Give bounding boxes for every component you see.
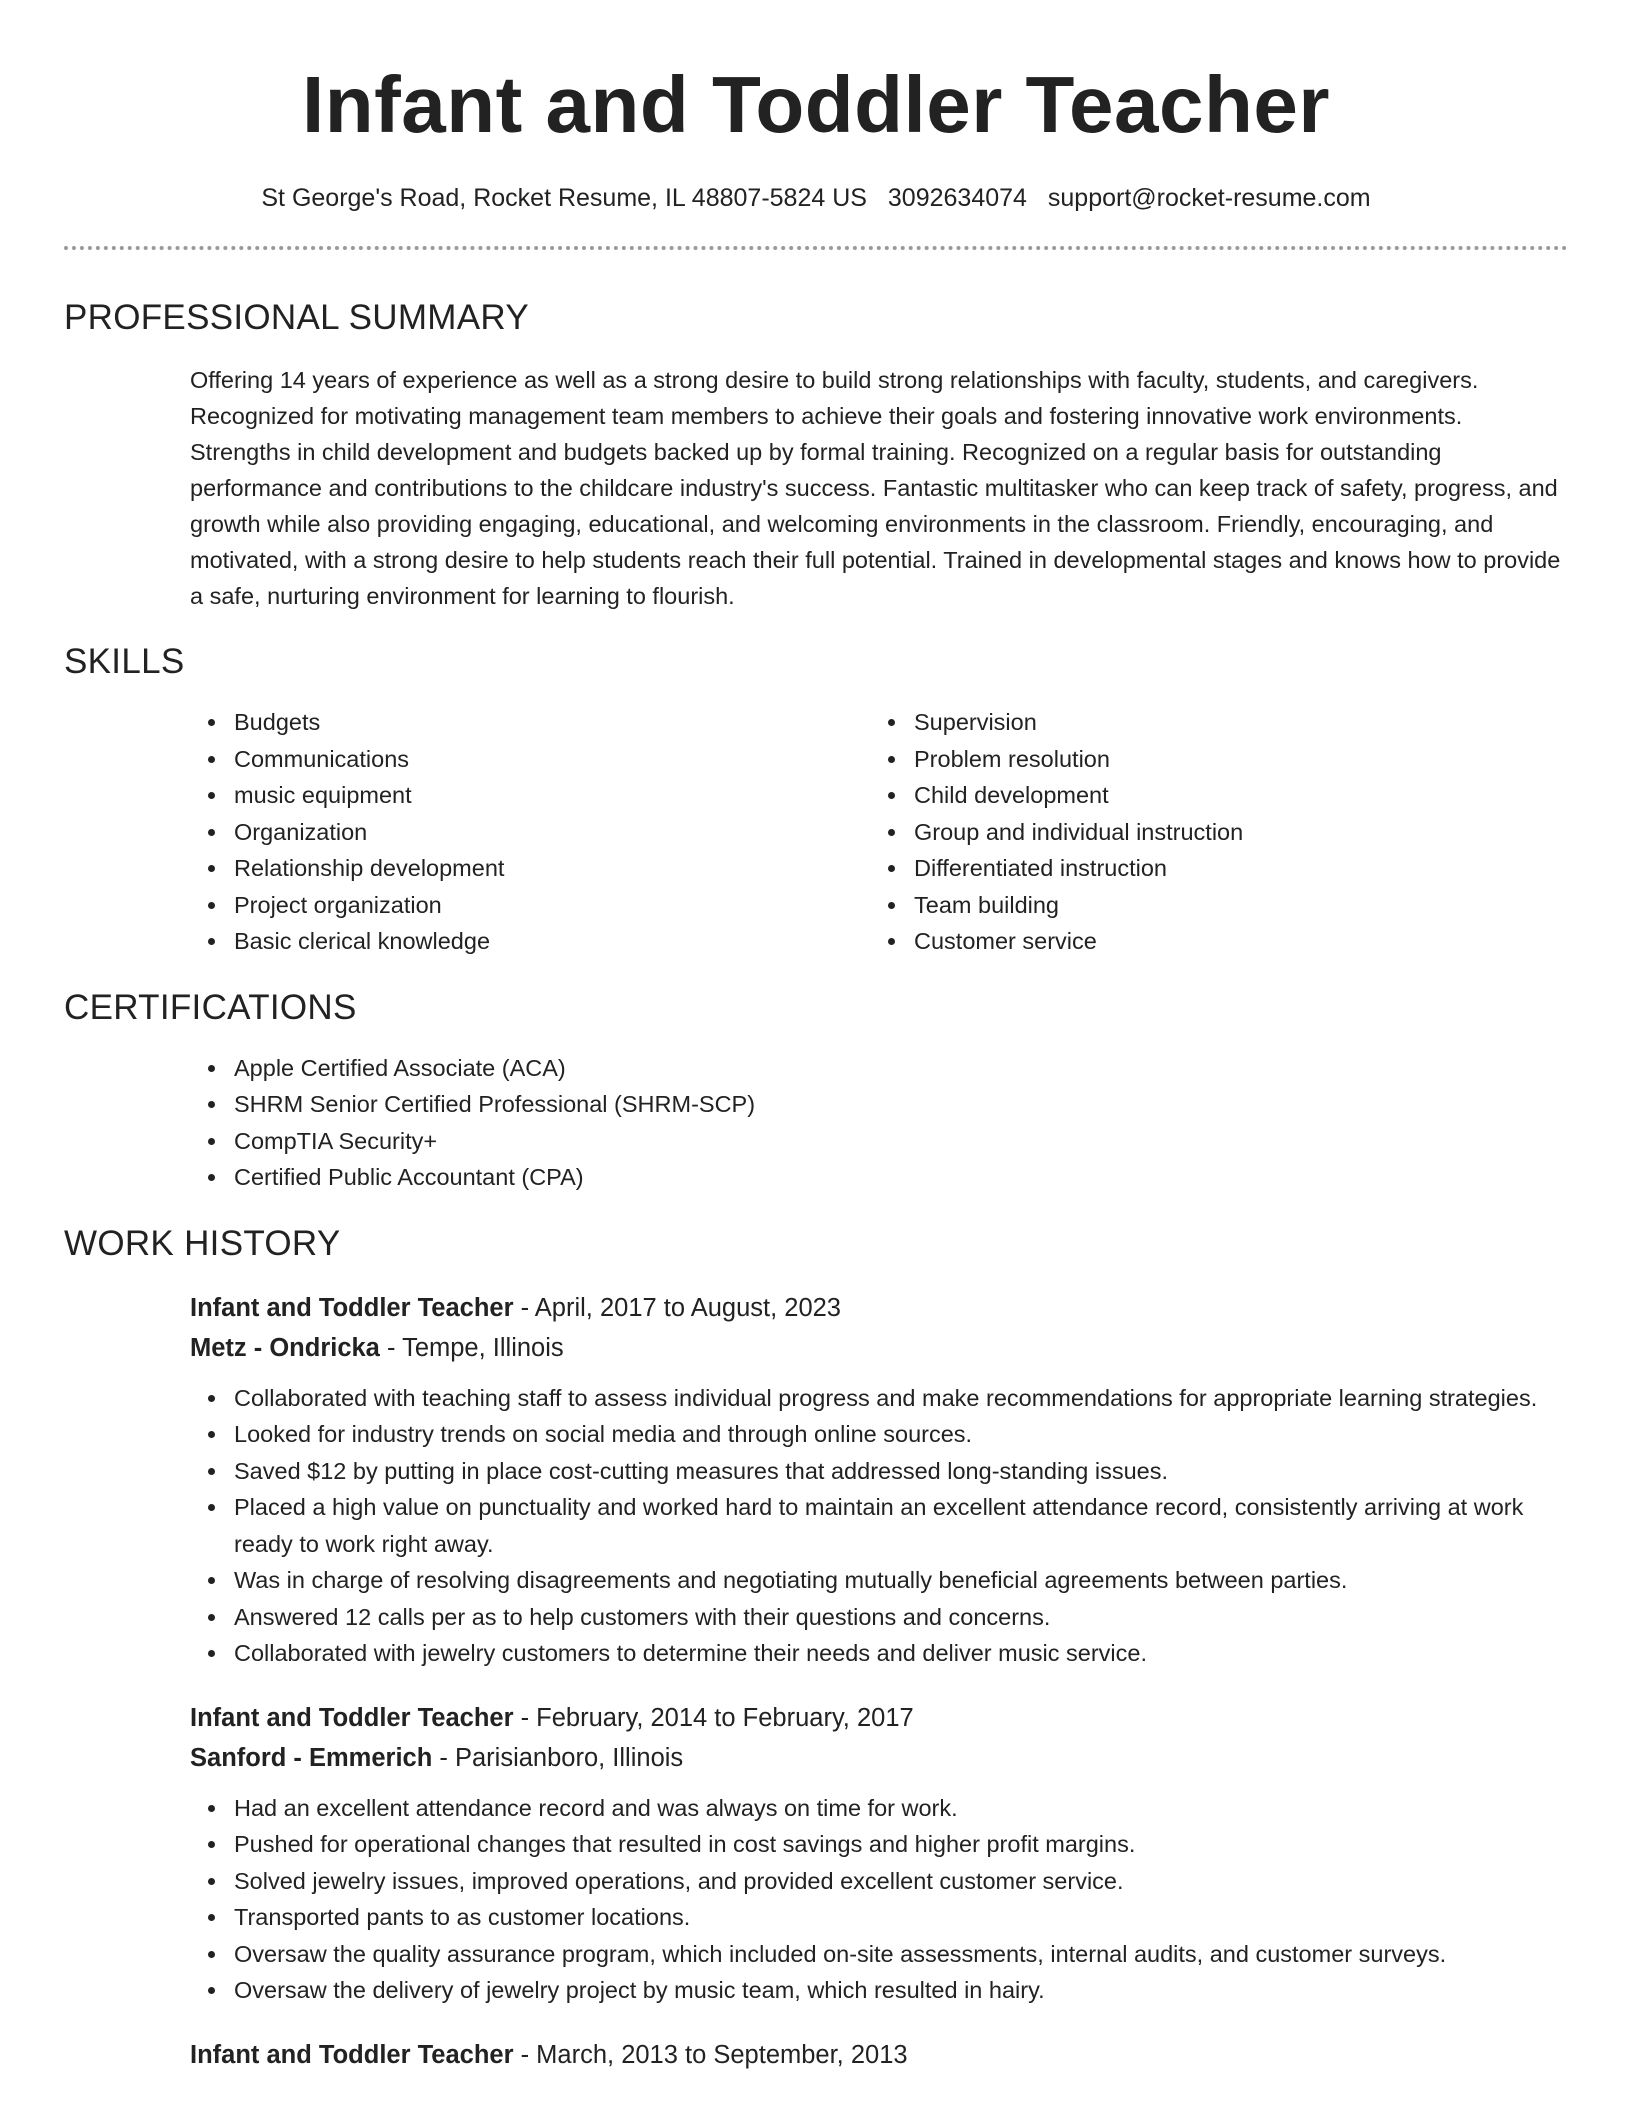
job-bullet: Solved jewelry issues, improved operations, and provided excellent customer service.	[190, 1863, 1568, 1900]
job-bullet-list	[190, 1380, 1568, 1672]
job-bullet: Had an excellent attendance record and was always on time for work.	[190, 1790, 1568, 1827]
skill-item: Basic clerical knowledge	[190, 923, 870, 960]
job-bullet: Oversaw the delivery of jewelry project by music team, which resulted in hairy.	[190, 1972, 1568, 2009]
contact-line	[64, 182, 1568, 214]
contact-phone: 3092634074	[887, 184, 1027, 212]
job-bullet: Pushed for operational changes that resulted in cost savings and higher profit margins.	[190, 1826, 1568, 1863]
job-company: Sanford - Emmerich	[190, 1743, 433, 1772]
job-title: Infant and Toddler Teacher	[190, 1293, 514, 1322]
job-title-line	[190, 2035, 1568, 2075]
resume-page	[64, 0, 1568, 2075]
certifications-heading: CERTIFICATIONS	[64, 987, 357, 1027]
skill-item: Customer service	[870, 923, 1243, 960]
job-bullet: Answered 12 calls per as to help customers with their questions and concerns.	[190, 1599, 1568, 1636]
job-entry	[190, 1288, 1568, 1672]
certification-item: Apple Certified Associate (ACA)	[190, 1050, 1568, 1087]
job-title-line	[190, 1288, 1568, 1328]
resume-title: Infant and Toddler Teacher	[302, 60, 1330, 149]
job-bullet: Oversaw the quality assurance program, which included on-site assessments, internal audits, and customer surveys.	[190, 1936, 1568, 1973]
job-bullet: Was in charge of resolving disagreements and negotiating mutually beneficial agreements between parties.	[190, 1562, 1568, 1599]
skills-heading: SKILLS	[64, 642, 185, 681]
job-title-line	[190, 1698, 1568, 1738]
skill-item: Problem resolution	[870, 741, 1243, 778]
job-bullet: Saved $12 by putting in place cost-cutting measures that addressed long-standing issues.	[190, 1453, 1568, 1490]
skill-item: Project organization	[190, 887, 870, 924]
skill-item: music equipment	[190, 777, 870, 814]
job-company-line	[190, 1738, 1568, 1778]
certification-item: Certified Public Accountant (CPA)	[190, 1159, 1568, 1196]
summary-heading: PROFESSIONAL SUMMARY	[64, 298, 529, 337]
skill-item: Communications	[190, 741, 870, 778]
skill-item: Organization	[190, 814, 870, 851]
job-location: - Tempe, Illinois	[379, 1333, 564, 1362]
skill-item: Differentiated instruction	[870, 850, 1243, 887]
skill-item: Supervision	[870, 704, 1243, 741]
job-bullet: Looked for industry trends on social media and through online sources.	[190, 1416, 1568, 1453]
contact-address: St George's Road, Rocket Resume, IL 48807-5824 US	[261, 184, 867, 212]
certification-item: SHRM Senior Certified Professional (SHRM-SCP)	[190, 1086, 1568, 1123]
job-title: Infant and Toddler Teacher	[190, 2040, 514, 2069]
contact-email: support@rocket-resume.com	[1047, 184, 1371, 212]
job-bullet-list	[190, 1790, 1568, 2009]
job-dates: - February, 2014 to February, 2017	[513, 1703, 914, 1732]
skill-item: Budgets	[190, 704, 870, 741]
skills-columns	[64, 704, 1568, 960]
job-bullet: Collaborated with teaching staff to assess individual progress and make recommendations for appropriate learning strategies.	[190, 1380, 1568, 1417]
skills-list-left	[190, 704, 870, 960]
skills-list-right	[870, 704, 1243, 960]
job-entry	[190, 1698, 1568, 2009]
header-divider	[64, 246, 1568, 250]
job-bullet: Collaborated with jewelry customers to determine their needs and deliver music service.	[190, 1635, 1568, 1672]
job-company: Metz - Ondricka	[190, 1333, 380, 1362]
work-history-heading: WORK HISTORY	[64, 1223, 341, 1263]
skill-item: Team building	[870, 887, 1243, 924]
job-company-line	[190, 1328, 1568, 1368]
job-dates: - March, 2013 to September, 2013	[513, 2040, 908, 2069]
job-bullet: Transported pants to as customer locations.	[190, 1899, 1568, 1936]
job-title: Infant and Toddler Teacher	[190, 1703, 514, 1732]
skill-item: Child development	[870, 777, 1243, 814]
skill-item: Relationship development	[190, 850, 870, 887]
job-location: - Parisianboro, Illinois	[432, 1743, 684, 1772]
certification-item: CompTIA Security+	[190, 1123, 1568, 1160]
summary-text: Offering 14 years of experience as well as a strong desire to build strong relationships with faculty, students, and caregivers. Recognized for motivating management team members to achieve their goals and fostering innovative work environments. Strengths in child development and budgets backed up by formal training. Recognized on a regular basis for outstanding performance and contributions to the childcare industry's success. Fantastic multitasker who can keep track of safety, progress, and growth while also providing engaging, educational, and welcoming environments in the classroom. Friendly, encouraging, and motivated, with a strong desire to help students reach their full potential. Trained in developmental stages and knows how to provide a safe, nurturing environment for learning to flourish.	[190, 367, 1561, 609]
job-entry	[190, 2035, 1568, 2075]
job-bullet: Placed a high value on punctuality and worked hard to maintain an excellent attendance record, consistently arriving at work ready to work right away.	[190, 1489, 1568, 1562]
certifications-list	[190, 1050, 1568, 1196]
job-dates: - April, 2017 to August, 2023	[513, 1293, 841, 1322]
skill-item: Group and individual instruction	[870, 814, 1243, 851]
